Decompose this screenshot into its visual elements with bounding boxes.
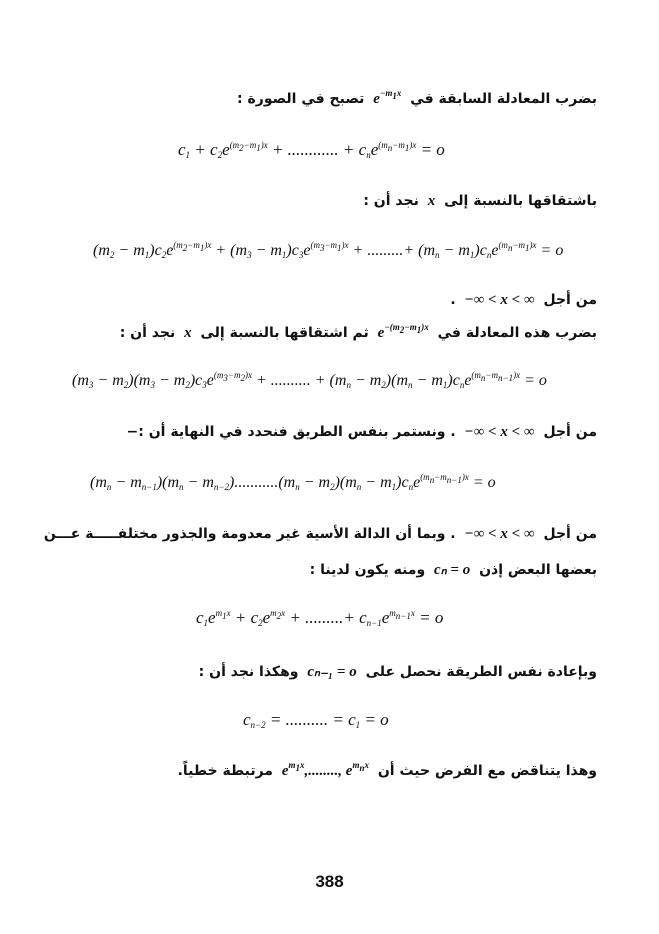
equation-1: $c_1 + c_2e^{(m_2-m_1)x}$ + ............ + $c_ne^{(m_n-m_1)x} = o$ [178,140,445,160]
text-line-1: بضرب المعادلة السابقة في $e^{-m_1x}$ تصبح في الصورة : [237,88,597,107]
page-number: 388 [315,872,344,891]
math-inline: $e^{-m_1x}$ [373,88,402,107]
equation-2: $(m_2 - m_1)c_2e^{(m_2-m_1)x} + (m_3 - m_1)c_3e^{(m_3-m_1)x}$ + .........+ $(m_n - m_1)c_ne^{(m_n-m_1)x} = o$ [93,240,564,260]
equation-3: $(m_3 - m_2)(m_3 - m_2)c_3e^{(m_3-m_2)x}$ + .......... + $(m_n - m_2)(m_n - m_1)c_ne^{(m_n-m_{n-1})x} = o$ [72,370,547,390]
text-line-6: من أجل −∞ < x < ∞ . وبما أن الدالة الأسية غير معدومة والجذور مختلفـــــة عـــن [43,526,597,542]
text-line-2: باشتقاقها بالنسبة إلى x نجد أن : [363,193,597,209]
equation-5: $c_1e^{m_1x} + c_2e^{m_2x}$ + .........+ $c_{n-1}e^{m_{n-1}x} = o$ [196,608,444,628]
text-line-7: بعضها البعض إذن cₙ = o ومنه يكون لدينا : [309,562,597,578]
text-line-9: وهذا يتناقض مع الفرض حيث أن $e^{m_1x}$,........, $e^{m_nx}$ مرتبطة خطياً. [177,760,597,779]
text-line-5: من أجل −∞ < x < ∞ . ونستمر بنفس الطريق فنحدد في النهاية أن :− [126,424,597,440]
text-line-3: من أجل −∞ < x < ∞ . [450,292,597,308]
equation-6: $c_{n-2}$ = .......... = $c_1 = o$ [243,710,389,730]
text-line-4: بضرب هذه المعادلة في $e^{-(m_2-m_1)x}$ ثم اشتقاقها بالنسبة إلى x نجد أن : [119,322,597,341]
equation-4: $(m_n - m_{n-1})(m_n - m_{n-2})...........(m_n - m_2)(m_n - m_1)c_ne^{(m_n-m_{n-1})x} = o$ [90,472,496,492]
text-line-8: وبإعادة نفس الطريقة نحصل على cₙ₋₁ = o وهكذا نجد أن : [198,664,597,680]
